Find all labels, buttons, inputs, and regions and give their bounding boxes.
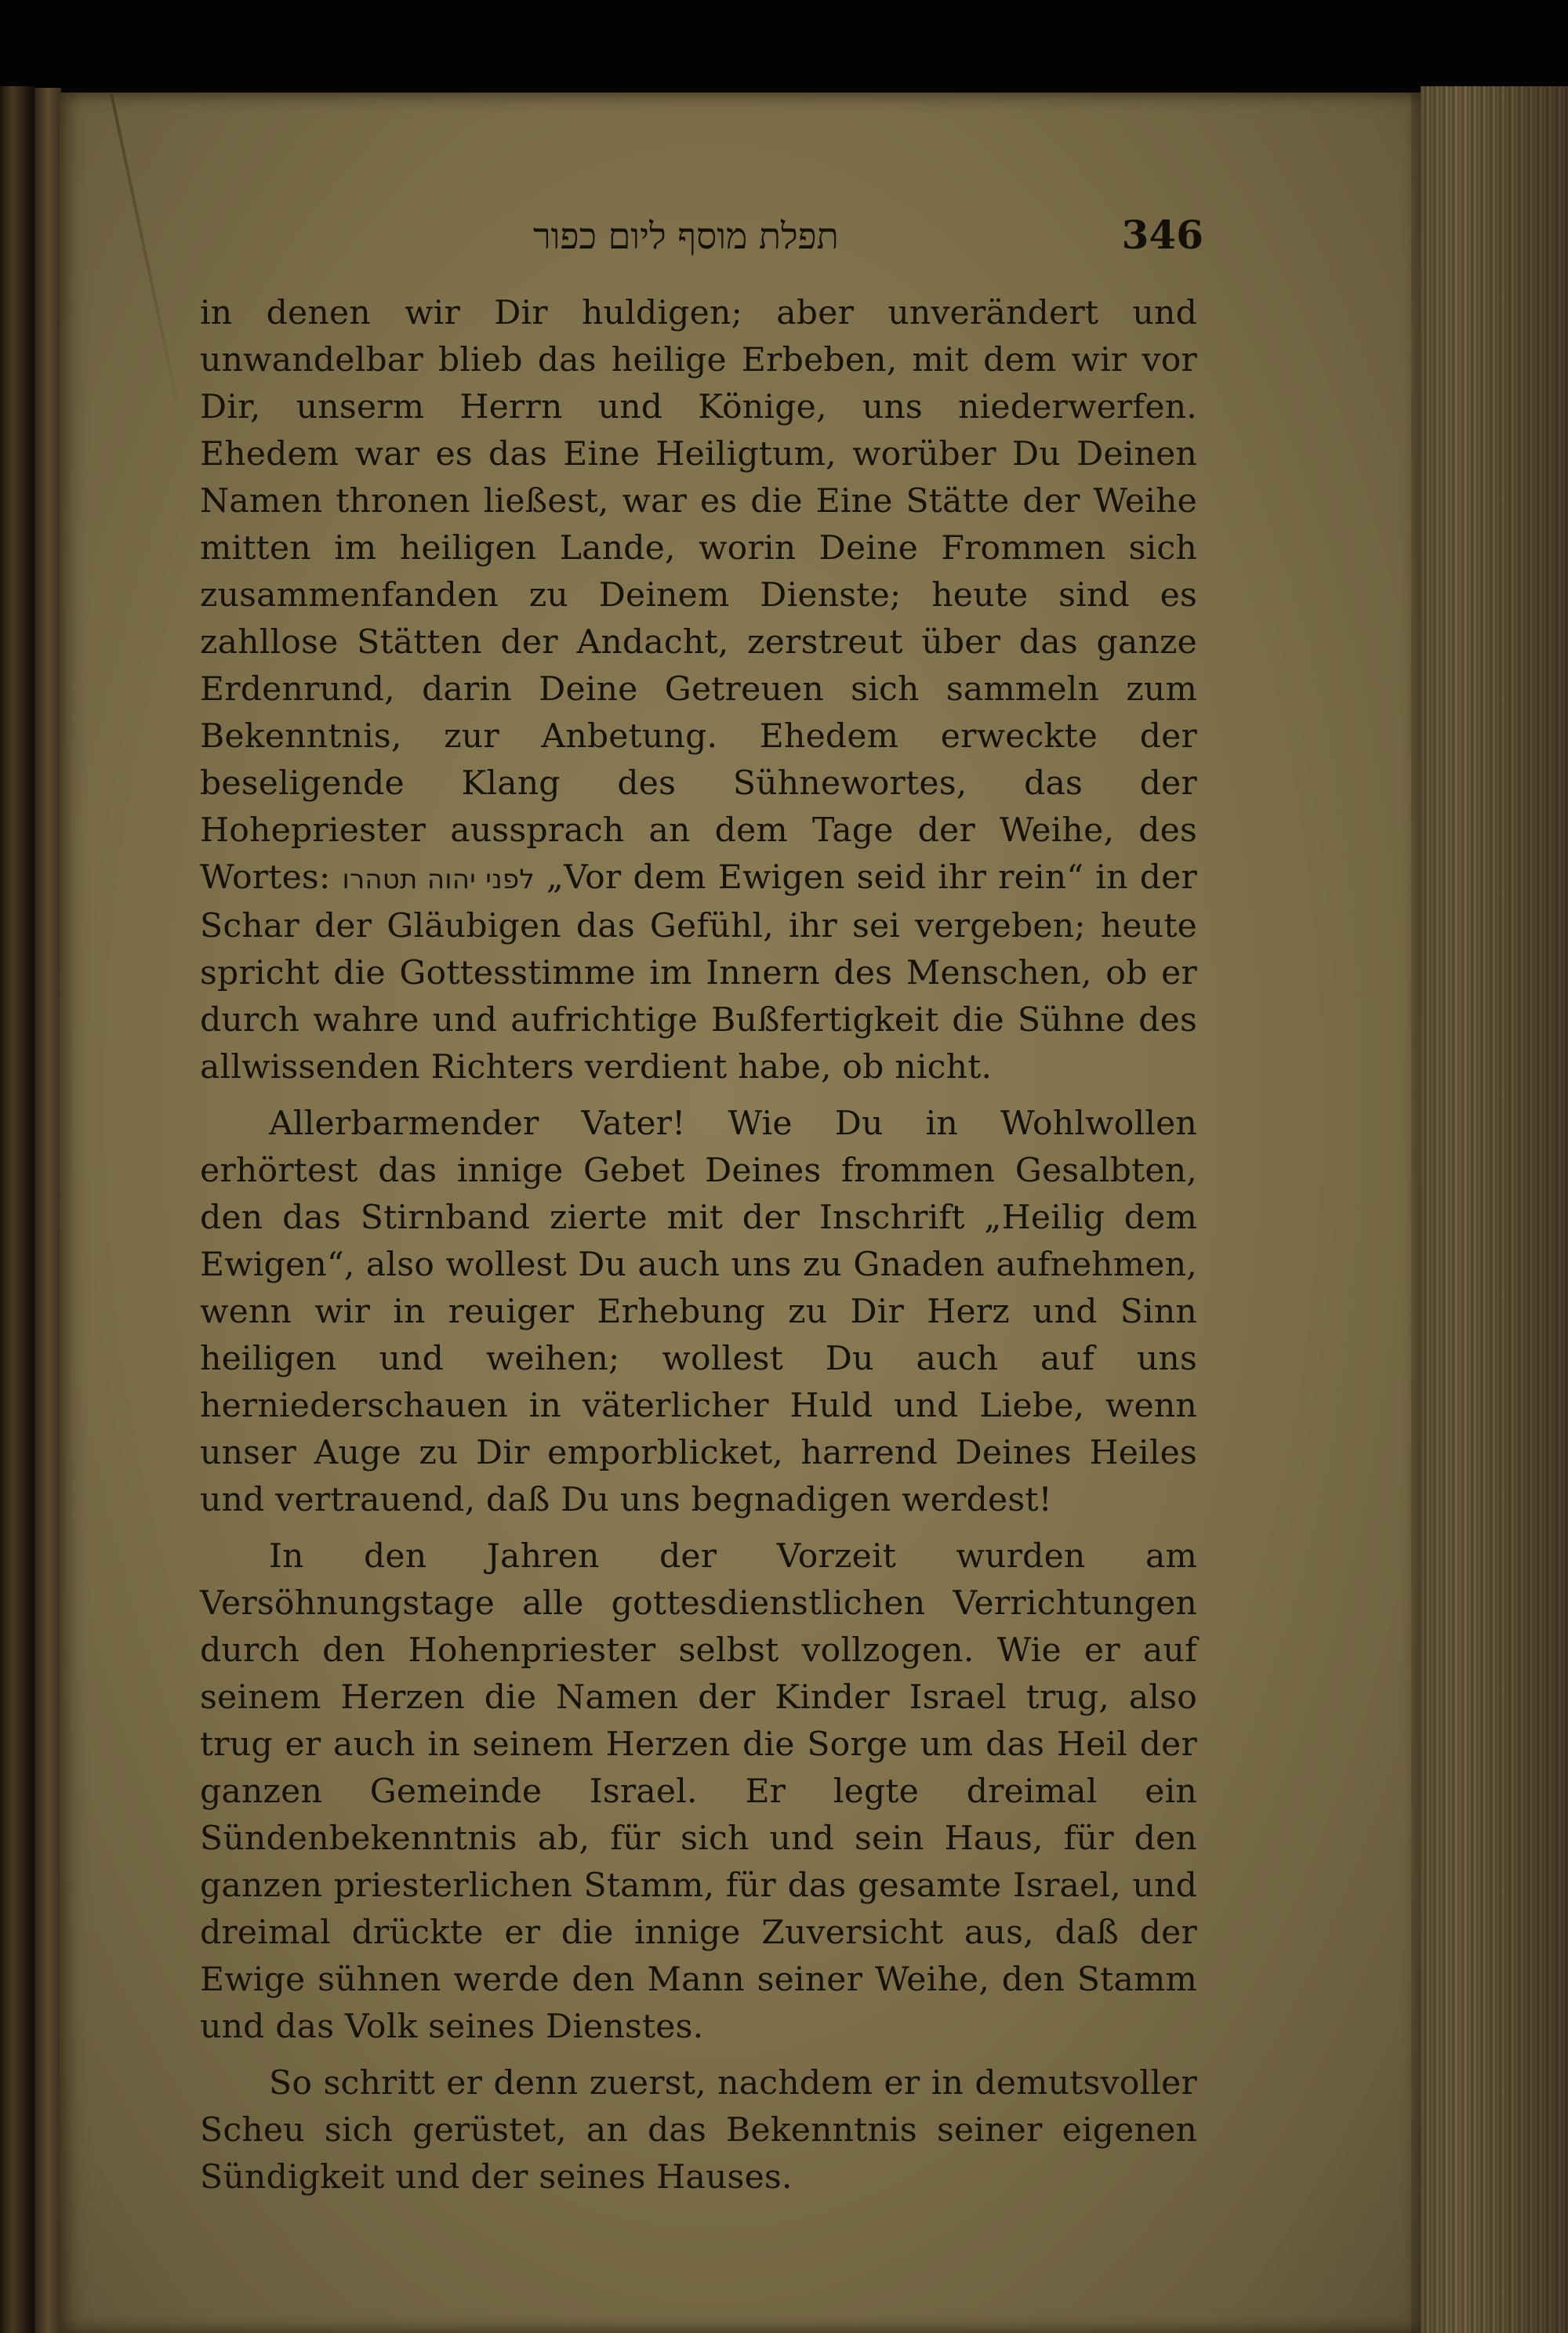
paragraph-1 bbox=[200, 290, 1197, 1091]
main-text bbox=[200, 290, 1197, 2201]
left-page-edge bbox=[0, 86, 34, 2333]
book-binding bbox=[34, 88, 61, 2333]
paragraph-1-text-a: in denen wir Dir huldigen; aber unverändert und unwandelbar blieb das heilige Erbeben, mit dem wir vor Dir, unserm Herrn und Könige, uns niederwerfen. Ehedem war es das Eine Heiligtum, worüber Du Deinen Namen thronen ließest, war es die Eine Stätte der Weihe mitten im heiligen Lande, worin Deine Frommen sich zusammenfanden zu Deinem Dienste; heute sind es zahllose Stätten der Andacht, zerstreut über das ganze Erdenrund, darin Deine Getreuen sich sammeln zum Bekenntnis, zur Anbetung. Ehedem erweckte der beseligende Klang des Sühnewortes, das der Hohepriester aussprach an dem Tage der Weihe, des Wortes: bbox=[200, 294, 1197, 897]
paragraph-2: Allerbarmender Vater! Wie Du in Wohlwollen erhörtest das innige Gebet Deines frommen Gesalbten, den das Stirnband zierte mit der Inschrift „Heilig dem Ewigen“, also wollest Du auch uns zu Gnaden aufnehmen, wenn wir in reuiger Erhebung zu Dir Herz und Sinn heiligen und weihen; wollest Du auch auf uns herniederschauen in väterlicher Huld und Liebe, wenn unser Auge zu Dir emporblicket, harrend Deines Heiles und vertrauend, daß Du uns begnadigen werdest! bbox=[200, 1105, 1197, 1519]
page-stack-shadow bbox=[1411, 86, 1568, 2333]
paragraph-4: So schritt er denn zuerst, nachdem er in demutsvoller Scheu sich gerüstet, an das Bekenntnis seiner eigenen Sündigkeit und der seines Hauses. bbox=[200, 2064, 1197, 2197]
running-header bbox=[196, 212, 1203, 274]
paragraph-3: In den Jahren der Vorzeit wurden am Versöhnungstage alle gottesdienstlichen Verrichtungen durch den Hohenpriester selbst vollzogen. Wie er auf seinem Herzen die Namen der Kinder Israel trug, also trug er auch in seinem Herzen die Sorge um das Heil der ganzen Gemeinde Israel. Er legte dreimal ein Sündenbekenntnis ab, für sich und sein Haus, für den ganzen priesterlichen Stamm, für das gesamte Israel, und dreimal drückte er die innige Zuversicht aus, daß der Ewige sühnen werde den Mann seiner Weihe, den Stamm und das Volk seines Dienstes. bbox=[200, 1537, 1197, 2046]
page-number: 346 bbox=[1121, 212, 1203, 258]
running-title: תפלת מוסף ליום כפור bbox=[533, 215, 839, 257]
paragraph-1-text-b: „Vor dem Ewigen seid ihr rein“ in der Schar der Gläubigen das Gefühl, ihr sei vergeben; heute spricht die Gottesstimme im Innern des Menschen, ob er durch wahre und aufrichtige Bußfertigkeit die Sühne des allwissenden Richters verdient habe, ob nicht. bbox=[200, 858, 1197, 1087]
dark-background bbox=[0, 0, 1568, 93]
hebrew-quotation: לפני יהוה תטהרו bbox=[342, 864, 535, 895]
